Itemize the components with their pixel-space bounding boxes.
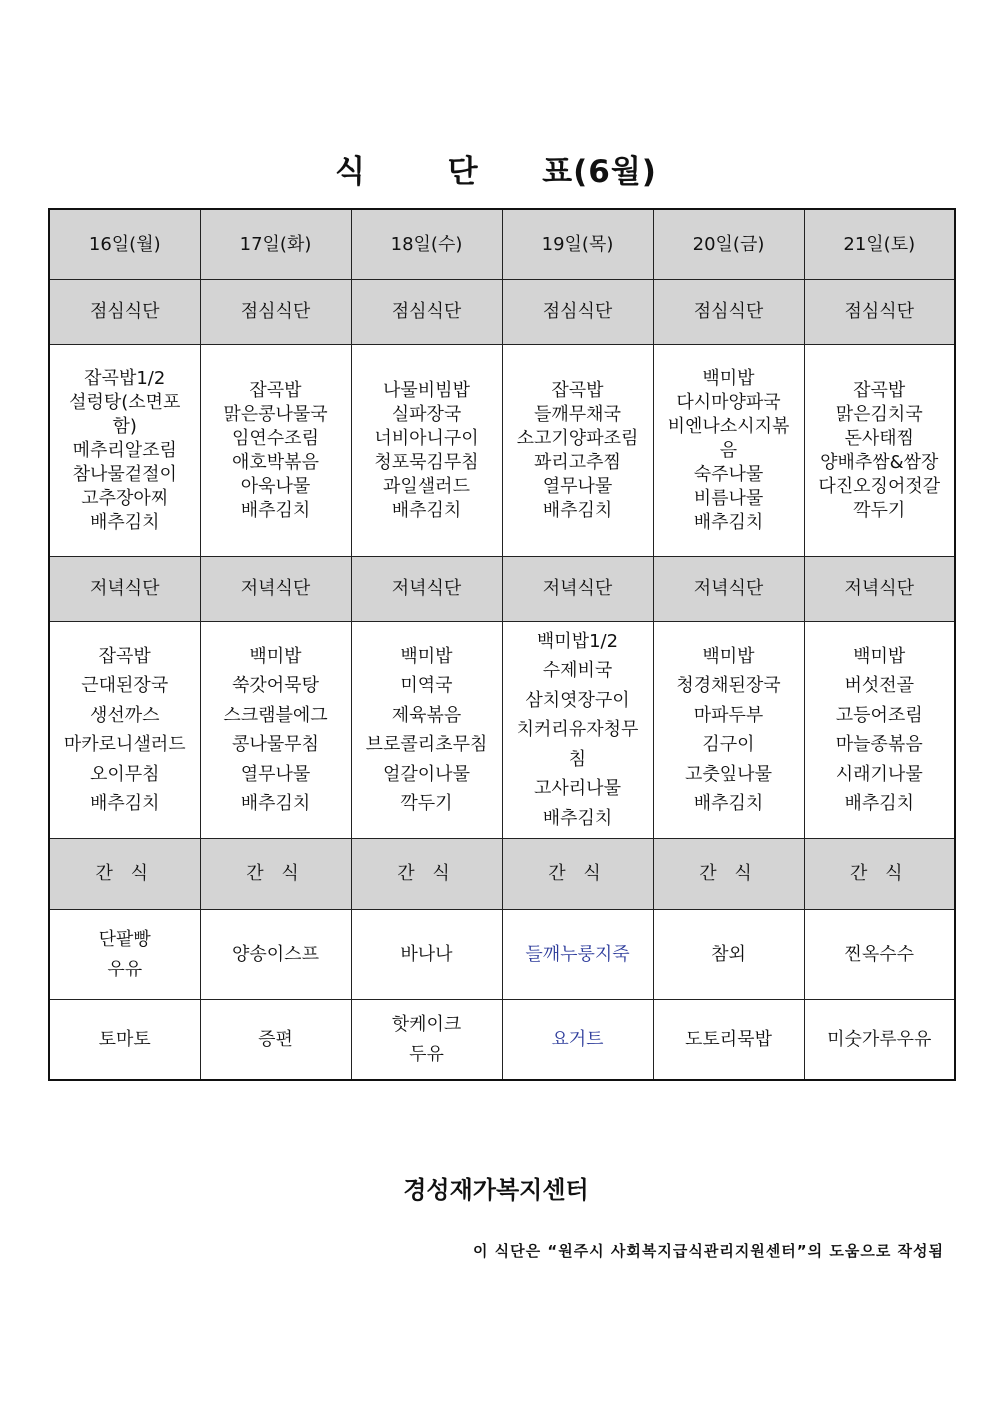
lunch-row-cell	[653, 345, 804, 557]
dinner-label-row-cell: 저녁식단	[502, 557, 653, 622]
dinner-row-cell	[49, 622, 200, 839]
menu-item: 들깨누룽지죽	[525, 943, 630, 965]
menu-item: 백미밥	[853, 645, 906, 667]
menu-list	[356, 940, 498, 970]
date-header-row-cell: 16일(월)	[49, 209, 200, 280]
lunch-row-cell	[49, 345, 200, 557]
lunch-label-row-cell: 점심식단	[49, 280, 200, 345]
snack-row-1	[49, 910, 955, 1000]
menu-item: 메추리알조림	[72, 439, 177, 461]
menu-list	[658, 940, 800, 970]
menu-item: 맑은김치국	[835, 403, 923, 425]
menu-item: 청포묵김무침	[374, 451, 479, 473]
title-part-2: 단	[447, 154, 479, 190]
lunch-label-row-cell: 점심식단	[804, 280, 955, 345]
menu-item: 생선까스	[89, 704, 160, 726]
menu-item: 비엔나소시지볶	[667, 415, 790, 437]
lunch-label-row-cell: 점심식단	[653, 280, 804, 345]
snack-label-row-cell: 간 식	[804, 839, 955, 910]
dinner-label-row-cell: 저녁식단	[49, 557, 200, 622]
menu-item: 찐옥수수	[844, 943, 915, 965]
date-header-row	[49, 209, 955, 280]
menu-item: 브로콜리초무침	[365, 734, 488, 755]
date-header-row-cell: 17일(화)	[200, 209, 351, 280]
menu-item: 우유	[107, 958, 143, 980]
menu-item: 과일샐러드	[383, 475, 470, 497]
menu-item: 애호박볶음	[232, 451, 319, 473]
snack-label-row-cell: 간 식	[351, 839, 502, 910]
menu-item: 침	[568, 748, 587, 770]
menu-item: 꽈리고추찜	[534, 451, 621, 473]
menu-item: 잡곡밥	[249, 379, 302, 401]
menu-item: 양송이스프	[232, 943, 319, 965]
lunch-row-cell	[502, 345, 653, 557]
menu-list	[507, 1025, 649, 1055]
menu-item: 얼갈이나물	[383, 763, 470, 785]
menu-item: 치커리유자청무	[516, 719, 639, 741]
menu-item: 소고기양파조림	[516, 427, 639, 449]
menu-list	[54, 642, 196, 819]
snack-label-row-cell: 간 식	[49, 839, 200, 910]
lunch-row	[49, 345, 955, 557]
snack-row-1-cell	[502, 910, 653, 1000]
menu-item: 배추김치	[542, 807, 613, 829]
menu-item: 근대된장국	[81, 675, 169, 696]
menu-item: 도토리묵밥	[685, 1028, 772, 1050]
menu-item: 마파두부	[693, 704, 764, 726]
menu-item: 김구이	[702, 734, 755, 755]
menu-list	[507, 627, 649, 834]
menu-list	[54, 925, 196, 985]
menu-list	[809, 940, 951, 970]
menu-item: 열무나물	[542, 475, 613, 497]
menu-item: 핫케이크	[391, 1013, 462, 1035]
center-name: 경성재가복지센터	[403, 1176, 589, 1204]
snack-row-2-cell	[653, 1000, 804, 1081]
menu-item: 토마토	[98, 1028, 151, 1050]
menu-item: 배추김치	[844, 793, 915, 814]
menu-list	[507, 940, 649, 970]
menu-item: 오이무침	[89, 763, 160, 785]
snack-row-2-cell	[804, 1000, 955, 1081]
dinner-row-cell	[351, 622, 502, 839]
menu-item: 고사리나물	[534, 778, 621, 800]
menu-item: 삼치엿장구이	[525, 689, 630, 711]
menu-item: 두유	[409, 1043, 444, 1065]
date-header-row-cell: 21일(토)	[804, 209, 955, 280]
menu-item: 배추김치	[89, 793, 160, 814]
menu-item: 설렁탕(소면포	[69, 391, 181, 413]
snack-row-1-cell	[653, 910, 804, 1000]
menu-item: 비름나물	[693, 487, 764, 509]
menu-item: 양배추쌈&쌈장	[820, 451, 939, 473]
menu-item: 시래기나물	[835, 763, 923, 785]
menu-item: 다시마양파국	[676, 391, 781, 413]
menu-item: 쑥갓어묵탕	[232, 675, 319, 696]
lunch-label-row-cell: 점심식단	[200, 280, 351, 345]
menu-item: 수제비국	[542, 660, 613, 682]
snack-label-row-cell: 간 식	[502, 839, 653, 910]
menu-item: 콩나물무침	[232, 734, 319, 755]
menu-list	[356, 1010, 498, 1070]
menu-item: 참나물겉절이	[72, 463, 177, 485]
menu-item: 음	[719, 439, 738, 461]
menu-item: 들깨무채국	[534, 403, 621, 425]
menu-item: 배추김치	[542, 499, 613, 521]
menu-item: 스크램블에그	[223, 704, 328, 726]
dinner-label-row	[49, 557, 955, 622]
menu-list	[809, 1025, 951, 1055]
date-header-row-cell: 19일(목)	[502, 209, 653, 280]
menu-item: 고춧잎나물	[685, 763, 772, 785]
menu-list	[809, 379, 951, 523]
menu-item: 잡곡밥1/2	[84, 367, 166, 389]
menu-list	[658, 367, 800, 535]
dinner-label-row-cell: 저녁식단	[200, 557, 351, 622]
menu-item: 바나나	[400, 943, 453, 965]
menu-list	[658, 1025, 800, 1055]
lunch-row-cell	[351, 345, 502, 557]
menu-item: 맑은콩나물국	[223, 403, 328, 425]
menu-item: 배추김치	[89, 511, 160, 533]
menu-item: 제육볶음	[391, 704, 462, 726]
lunch-label-row-cell: 점심식단	[351, 280, 502, 345]
dinner-row-cell	[804, 622, 955, 839]
menu-list	[809, 642, 951, 819]
menu-item: 잡곡밥	[551, 379, 604, 401]
menu-item: 미숫가루우유	[827, 1028, 932, 1050]
menu-item: 나물비빔밥	[383, 379, 470, 401]
menu-list	[356, 379, 498, 523]
menu-item: 백미밥1/2	[536, 630, 619, 652]
snack-row-2-cell	[200, 1000, 351, 1081]
menu-item: 실파장국	[391, 403, 462, 425]
lunch-row-cell	[804, 345, 955, 557]
page-title	[0, 146, 992, 191]
menu-item: 요거트	[551, 1028, 604, 1050]
snack-label-row-cell: 간 식	[653, 839, 804, 910]
menu-item: 마카로니샐러드	[63, 734, 186, 755]
menu-item: 잡곡밥	[853, 379, 906, 401]
menu-item: 깍두기	[853, 499, 906, 521]
snack-row-2-cell	[351, 1000, 502, 1081]
dinner-row-cell	[502, 622, 653, 839]
menu-item: 깍두기	[400, 793, 453, 814]
meal-plan-table	[48, 208, 956, 1081]
menu-list	[54, 1025, 196, 1055]
menu-list	[205, 379, 347, 523]
menu-item: 배추김치	[240, 793, 311, 814]
dinner-label-row-cell: 저녁식단	[804, 557, 955, 622]
menu-item: 백미밥	[400, 645, 453, 667]
lunch-row-cell	[200, 345, 351, 557]
menu-item: 돈사태찜	[844, 427, 915, 449]
dinner-row	[49, 622, 955, 839]
menu-item: 백미밥	[702, 645, 755, 667]
date-header-row-cell: 18일(수)	[351, 209, 502, 280]
menu-item: 다진오징어젓갈	[818, 475, 941, 497]
snack-row-2-cell	[49, 1000, 200, 1081]
dinner-label-row-cell: 저녁식단	[653, 557, 804, 622]
menu-list	[507, 379, 649, 523]
menu-item: 버섯전골	[844, 675, 915, 696]
date-header-row-cell: 20일(금)	[653, 209, 804, 280]
menu-list	[54, 367, 196, 535]
menu-list	[356, 642, 498, 819]
snack-row-1-cell	[49, 910, 200, 1000]
snack-row-2	[49, 1000, 955, 1081]
snack-label-row-cell: 간 식	[200, 839, 351, 910]
menu-item: 너비아니구이	[374, 427, 479, 449]
menu-item: 고등어조림	[835, 704, 923, 726]
menu-item: 참외	[711, 943, 746, 965]
menu-item: 아욱나물	[240, 475, 311, 497]
menu-item: 숙주나물	[693, 463, 764, 485]
snack-label-row	[49, 839, 955, 910]
snack-row-1-cell	[351, 910, 502, 1000]
snack-row-1-cell	[200, 910, 351, 1000]
menu-item: 배추김치	[693, 511, 764, 533]
menu-item: 단팥빵	[98, 928, 151, 950]
menu-list	[205, 1025, 347, 1055]
lunch-label-row-cell: 점심식단	[502, 280, 653, 345]
snack-row-2-cell	[502, 1000, 653, 1081]
footer-note: 이 식단은 “원주시 사회복지급식관리지원센터”의 도움으로 작성됨	[472, 1242, 944, 1260]
menu-item: 백미밥	[249, 645, 302, 667]
menu-item: 배추김치	[693, 793, 764, 814]
menu-list	[658, 642, 800, 819]
menu-item: 함)	[112, 415, 137, 437]
menu-item: 증편	[258, 1028, 293, 1050]
menu-item: 잡곡밥	[98, 645, 151, 667]
menu-item: 열무나물	[240, 763, 311, 785]
menu-item: 임연수조림	[232, 427, 319, 449]
menu-list	[205, 642, 347, 819]
title-part-3: 표(6월)	[542, 154, 657, 190]
menu-item: 미역국	[400, 675, 453, 696]
menu-item: 청경채된장국	[676, 675, 781, 696]
dinner-row-cell	[653, 622, 804, 839]
menu-item: 마늘종볶음	[835, 734, 923, 755]
menu-item: 고추장아찌	[81, 487, 169, 509]
lunch-label-row	[49, 280, 955, 345]
snack-row-1-cell	[804, 910, 955, 1000]
dinner-label-row-cell: 저녁식단	[351, 557, 502, 622]
dinner-row-cell	[200, 622, 351, 839]
menu-item: 백미밥	[702, 367, 755, 389]
menu-item: 배추김치	[391, 499, 462, 521]
menu-item: 배추김치	[240, 499, 311, 521]
menu-list	[205, 940, 347, 970]
title-part-1: 식	[335, 154, 366, 190]
